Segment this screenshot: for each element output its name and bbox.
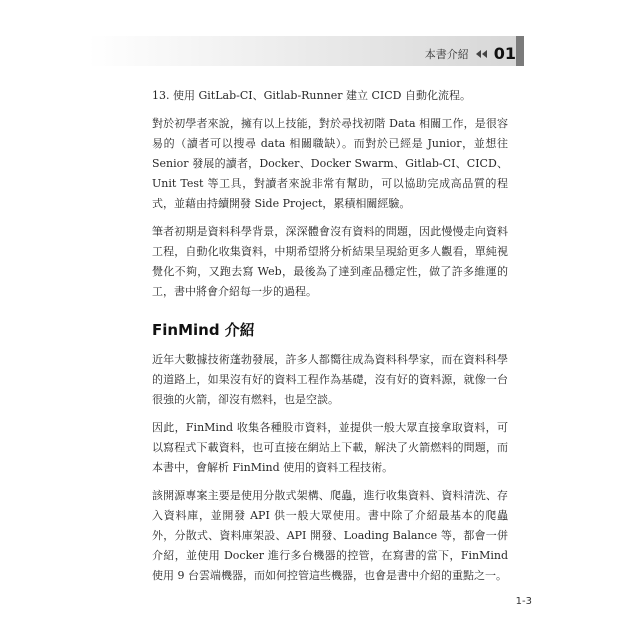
- double-chevron-left-icon: [476, 50, 487, 58]
- body-paragraph: 近年大數據技術蓬勃發展，許多人都嚮往成為資料科學家，而在資料科學的道路上，如果沒有好的資料工程作為基礎，沒有好的資料源，就像一台很強的火箭，卻沒有燃料，也是空談。: [152, 353, 508, 406]
- page-body: [152, 86, 508, 594]
- running-header: [425, 44, 516, 63]
- list-item-13: 13. 使用 GitLab-CI、Gitlab-Runner 建立 CICD 自動化流程。: [152, 89, 471, 102]
- chapter-tab-marker: [516, 36, 524, 66]
- body-paragraph: 對於初學者來說，擁有以上技能，對於尋找初階 Data 相關工作，是很容易的（讀者可以搜尋 data 相關職缺）。而對於已經是 Junior，並想往 Senior 發展的讀者，Docker、Docker Swarm、Gitlab-CI、CICD、Unit Test 等工具，對讀者來說非常有幫助，可以協助完成高品質的程式，並藉由持續開發 Side Project，累積相關經驗。: [152, 117, 508, 210]
- page-number: 1-3: [515, 596, 532, 607]
- body-paragraph: 筆者初期是資料科學背景，深深體會沒有資料的問題，因此慢慢走向資料工程，自動化收集資料，中期希望將分析結果呈現給更多人觀看，單純視覺化不夠，又跑去寫 Web，最後為了達到產品穩定性，做了許多維運的工，書中將會介紹每一步的過程。: [152, 225, 508, 298]
- section-label: 本書介紹: [424, 47, 469, 61]
- chapter-number: 01: [493, 44, 516, 63]
- body-paragraph: 該開源專案主要是使用分散式架構、爬蟲，進行收集資料、資料清洗、存入資料庫，並開發 API 供一般大眾使用。書中除了介紹最基本的爬蟲外，分散式、資料庫架設、API 開發、Loading Balance 等，都會一併介紹，並使用 Docker 進行多台機器的控管，在寫書的當下，FinMind 使用 9 台雲端機器，而如何控管這些機器，也會是書中介紹的重點之一。: [152, 489, 508, 582]
- section-heading: FinMind 介紹: [152, 321, 255, 339]
- body-paragraph: 因此，FinMind 收集各種股市資料，並提供一般大眾直接拿取資料，可以寫程式下載資料，也可直接在網站上下載，解決了火箭燃料的問題，而本書中，會解析 FinMind 使用的資料工程技術。: [152, 421, 508, 474]
